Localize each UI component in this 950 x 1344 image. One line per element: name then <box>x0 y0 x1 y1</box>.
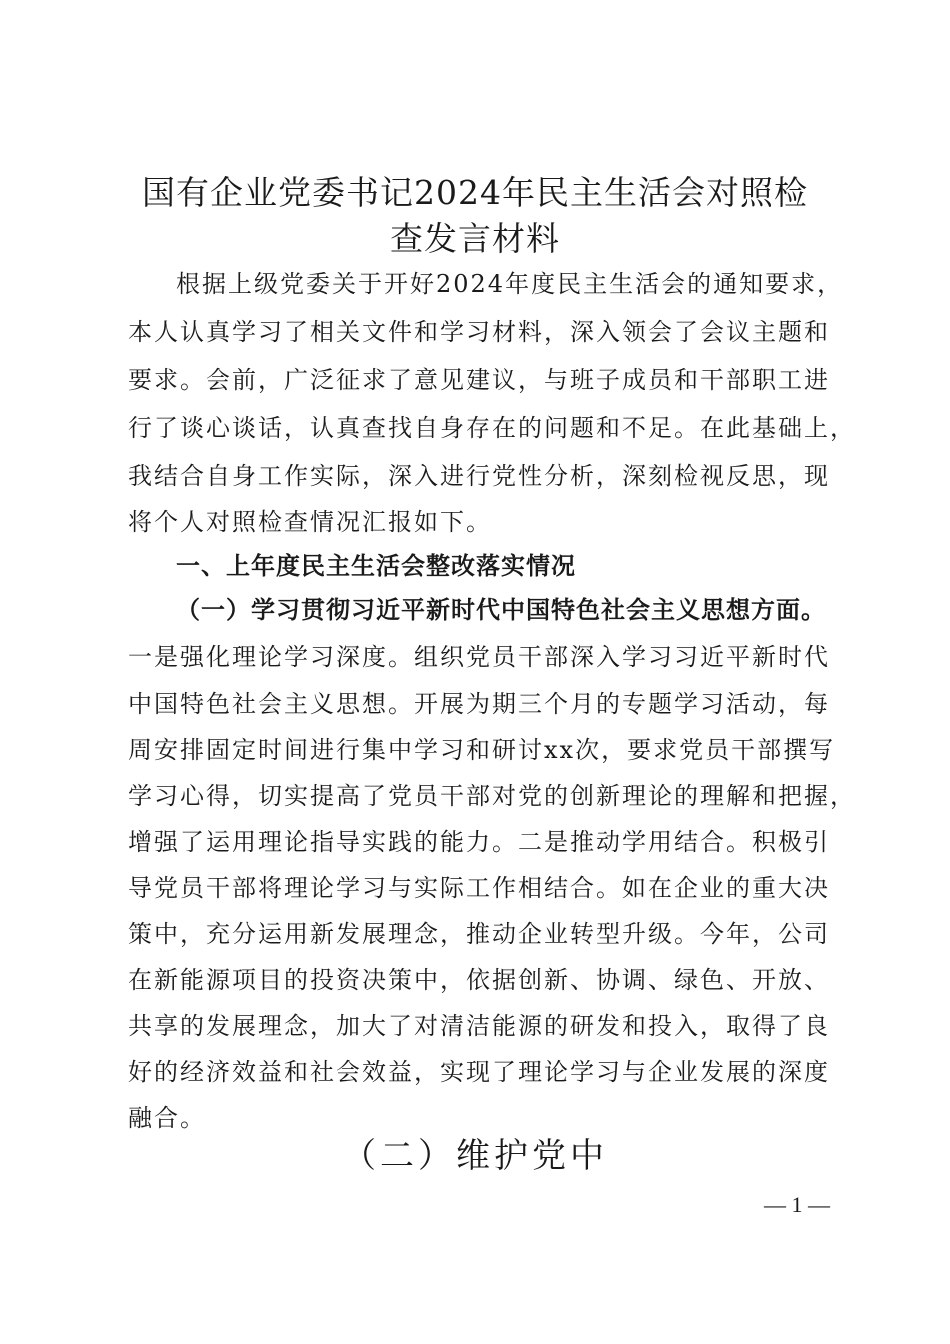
body-line: 增强了运用理论指导实践的能力。二是推动学用结合。积极引 <box>128 828 830 856</box>
intro-line: 本人认真学习了相关文件和学习材料，深入领会了会议主题和 <box>128 318 830 346</box>
body-line: 好的经济效益和社会效益，实现了理论学习与企业发展的深度 <box>128 1058 830 1086</box>
body-line: 周安排固定时间进行集中学习和研讨xx次，要求党员干部撰写 <box>128 736 836 764</box>
body-line: 学习心得，切实提高了党员干部对党的创新理论的理解和把握， <box>128 782 856 810</box>
section-heading: 一、上年度民主生活会整改落实情况 <box>176 552 576 580</box>
body-line: 融合。 <box>128 1104 206 1132</box>
intro-line: 行了谈心谈话，认真查找自身存在的问题和不足。在此基础上， <box>128 414 856 442</box>
body-line: 共享的发展理念，加大了对清洁能源的研发和投入，取得了良 <box>128 1012 830 1040</box>
intro-line: 根据上级党委关于开好2024年度民主生活会的通知要求， <box>176 270 844 298</box>
intro-line: 我结合自身工作实际，深入进行党性分析，深刻检视反思，现 <box>128 462 830 490</box>
body-line: 中国特色社会主义思想。开展为期三个月的专题学习活动，每 <box>128 690 830 718</box>
body-line: 一是强化理论学习深度。组织党员干部深入学习习近平新时代 <box>128 643 830 671</box>
subsection-heading-partial: （二）维护党中 <box>342 1136 608 1176</box>
intro-line: 要求。会前，广泛征求了意见建议，与班子成员和干部职工进 <box>128 366 830 394</box>
body-line: 在新能源项目的投资决策中，依据创新、协调、绿色、开放、 <box>128 966 830 994</box>
subsection-heading: （一）学习贯彻习近平新时代中国特色社会主义思想方面。 <box>176 595 826 624</box>
body-line: 导党员干部将理论学习与实际工作相结合。如在企业的重大决 <box>128 874 830 902</box>
body-line: 策中，充分运用新发展理念，推动企业转型升级。今年，公司 <box>128 920 830 948</box>
document-title <box>100 170 850 262</box>
title-line: 国有企业党委书记2024年民主生活会对照检 <box>142 173 808 212</box>
title-line: 查发言材料 <box>390 219 560 258</box>
page-number: — 1 — <box>764 1192 830 1217</box>
intro-line: 将个人对照检查情况汇报如下。 <box>128 508 492 536</box>
